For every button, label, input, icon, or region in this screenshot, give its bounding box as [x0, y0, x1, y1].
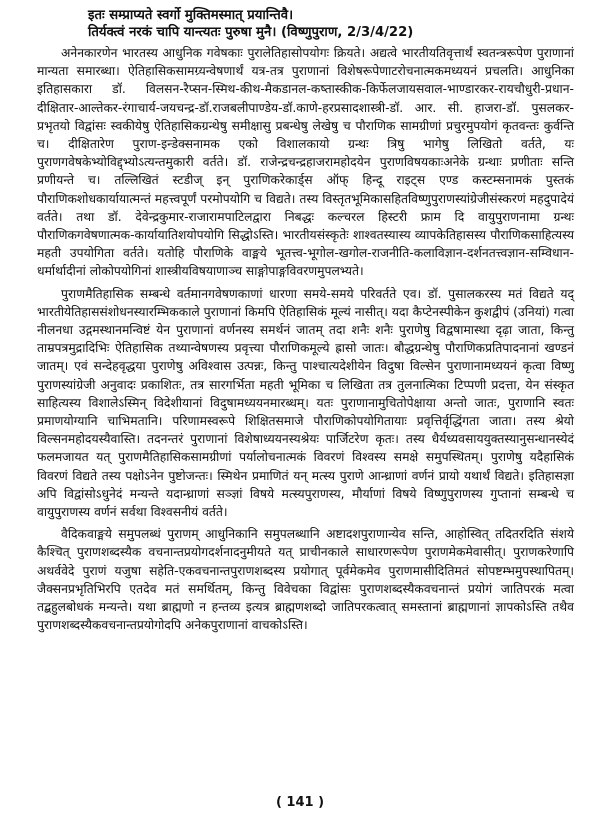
page-number: ( 141 ) [275, 795, 325, 810]
paragraph-2: पुराणमैतिहासिक सम्बन्धे वर्तमानगवेषणकाणां धारणा समये-समये परिवर्तते एव। डॉ. पुसालकरस्य मतं विद्यते यद् भारतीयेतिहाससंशोधनस्यारम्भिककाले पुराणानां किमपि ऐतिहासिकं मूल्यं नासीत्। यदा कैप्टेनस्पीकेन कुशद्वीपं (उनियां) गत्वा नीलनधा उद्गमस्थानमन्विष्टं येन पुराणानां वर्णनस्य समर्थनं जातम् तदा शनैः शनैः पुराणेषु विद्वषामास्था दृढ़ा जाता, किन्तु ताम्रपत्रमुद्रादिभिः ऐतिहासिक तथ्यान्वेषणस्य प्रवृत्त्या पौराणिकमूल्ये ह्रासो जातः। बौद्धग्रन्थेषु पौराणिकप्रतिपादनानां खण्डनं जातम्। एवं सन्देहवृद्धया पुराणेषु अविश्वास उत्पन्नः, किन्तु पाश्चात्यदेशीयेन विदुषा विल्सेन पुराणानामध्ययनं कृत्वा विष्णु पुराणस्यांग्रेजी अनुवादः प्रकाशितः, तत्र सारगर्भिता महती भूमिका च लिखिता तत्र तुलनात्मिका टिप्पणी प्रदत्ता, येन संस्कृत साहित्यस्य विशालेऽस्मिन् विदेशीयानां विदुषामध्ययनमारब्धम्। यतः पुराणानामुचितोपेक्षाया अन्तो जातः, पुराणानि स्वतः प्रमाणयोग्यानि चाभिमतानि। परिणामस्वरूपे शिक्षितसमाजे पौराणिकोपयोगितायाः प्रवृत्तिर्वृद्धिंगता जाता। तस्य श्रेयो विल्सनमहोदयस्यैवास्ति। तदनन्तरं पुराणानां विशेषाध्ययनस्यश्रेयः पार्जिटरेण कृतः। तस्य धैर्यध्यवसाययुक्तस्यानुसन्धानस्येदं फलमजायत यत् पुराणमैतिहासिकसामग्रीणां पर्यालोचनात्मकं विवरणं विश्वस्य समक्षे समुपस्थितम्। पुराणेषु यदैहासिकं विवरणं विद्यते तस्य पक्षोऽनेन पुष्टोजन्तः। स्मिथेन प्रमाणितं यन् मत्स्य पुराणे आन्ध्राणां वर्णनं प्रायो यथार्थं विद्यते। इतिहासज्ञा अपि विद्वांसोऽधुनेदं मन्यन्ते यदान्ध्राणां सञ्ज्ञां विषये मत्स्यपुराणस्य, मौर्याणां विषये विष्णुपुराणस्य गुप्तानां सम्बन्धे च वायुपुराणस्य वर्णनं सर्वथा विश्वसनीयं वर्तते। [37, 286, 575, 520]
verse-line-2: तिर्यक्त्वं नरकं चापि यान्त्यतः पुरुषा मुनै। (विष्णुपुराण, 2/3/4/22) [88, 25, 414, 40]
paragraph-3: वैदिकवाङ्मये समुपलब्धं पुराणम् आधुनिकानि समुपलब्धानि अष्टादशपुराणान्येव सन्ति, आहोस्वित् तदितरदिति संशये कैश्चित् पुराणशब्दस्यैक वचनान्तप्रयोगदर्शनादनुमीयते यत् प्राचीनकाले साधारणरूपेण पुराणमेकमेवासीत्। पुराणकरेणापि अथर्ववेदे पुराणं यजुषा सहेति-एकवचनान्तपुराणशब्दस्य प्रयोगात् पूर्वमेकमेव पुराणमासीदितिमतं सोपष्टम्भमुपस्थापितम्। जैक्सनप्रभृतिभिरपि एतदेव मतं समर्थितम्, किन्तु विवेचका विद्वांसः पुराणशब्दस्यैकवचनान्तं प्रयोगं जातिपरकं मत्वा तद्बहुलबोधकं मन्यन्ते। यथा ब्राह्मणो न हन्तव्य इत्यत्र ब्राह्मणशब्दो जातिपरकत्वात् समस्तानां ब्राह्मणानां ज्ञापकोऽस्ति तथैव पुराणशब्दस्यैकवचनान्तप्रयोगोदपि अनेकपुराणानां वाचकोऽस्ति। [37, 527, 574, 633]
verse-line-1: इतः सम्प्राप्यते स्वर्गो मुक्तिमस्मात् प्रयान्तिवै। [88, 8, 294, 23]
verse-header [88, 7, 588, 41]
paragraph-1: अनेनकारणेन भारतस्य आधुनिक गवेषकाः पुरालेतिहासोपयोगः क्रियते। अद्यत्वे भारतीयतिवृत्तार्थं स्वतन्त्ररूपेण पुराणानां मान्यता समारब्धा। ऐतिहासिकसामग्र्यन्वेषणार्थं यत्र-तत्र पुराणानां विशेषरूपेणाटरोचनात्मकमध्ययनं प्रचलति। आधुनिका इतिहासकारा डॉ. विलसन-रैप्सन-स्मिथ-कीथ-मैकडानल-कष्तास्कीक-किर्फेलजायसवाल-भाण्डारकर-रायचौधुरी-प्रधान-दीक्षितार-आल्तेकर-रंगाचार्य-जयचन्द्र-डॉ.राजबलीपाण्डेय-डॉ.काणे-हरप्रसादशास्त्री-डॉ. आर. सी. हाजरा-डॉ. पुसलकर-प्रभृतयो विद्वांसः स्वकीयेषु ऐतिहासिकग्रन्थेषु समीक्षासु प्रबन्धेषु लेखेषु च पौराणिक सामग्रीणां प्रचुरमुपयोगं कृतवन्तः कुर्वन्ति च। दीक्षितारेण पुराण-इन्डेक्सनामक एको विशालकायो ग्रन्थः त्रिषु भागेषु लिखितो वर्तते, यः पुराणगवेषकेभ्योविद्द्भ्योऽत्यन्तमुकारी वर्तते। डॉ. राजेन्द्रचन्द्रहाजरामहोदयेन पुराणविषयकाःअनेके ग्रन्थाः प्रणीताः सन्ति प्रणीयन्ते च। तल्लिखितं स्टडीज् इन् पुराणिकरेकार्ड्स ऑफ् हिन्दू राइट्स एण्ड कस्टम्सनामकं पुस्तकं पौराणिकशोधकार्यायात्मन्तं महत्त्वपूर्णं परमोपयोगि च विद्यते। तस्य विस्तृतभूमिकासहितविष्णुपुराणस्यांग्रेजीसंस्करणं महदुपादेयं वर्तते। तथा डॉ. देवेन्द्रकुमार-राजारामपाटिलद्वारा निबद्धः कल्चरल हिस्टरी फ्राम दि वायुपुराणनामा ग्रन्थः पौराणिकगवेषणात्मक-कार्यायातिशयोपयोगि सिद्धोऽस्ति। भारतीयसंस्कृतेः शाश्वतस्यास्य व्यापकेतिहासस्य पौराणिकसाहित्यस्य महती उपयोगिता वर्तते। यतोहि पौराणिके वाङ्मये भूतत्त्व-भूगोल-खगोल-राजनीति-कलाविज्ञान-दर्शनतत्त्वज्ञान-सम्विधान-धर्मार्थादीनां लोकोपयोगिनां शास्त्रीयविषयाणाञ्च साङ्गोपाङ्गविवरणमुपलभ्यते। [37, 46, 574, 279]
body-text [37, 44, 574, 639]
